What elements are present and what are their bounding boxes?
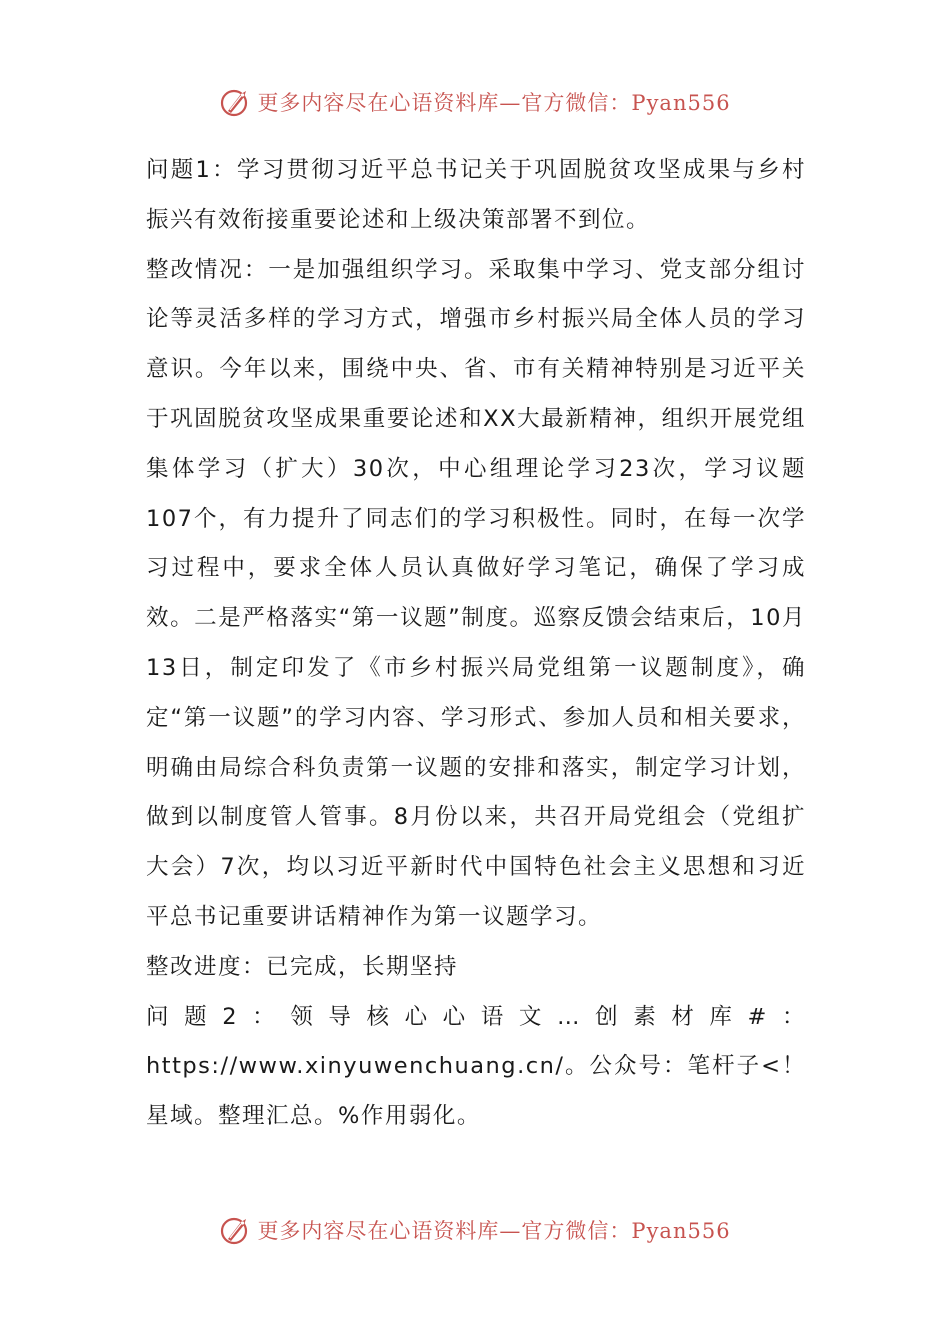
document-body (146, 146, 806, 1142)
paragraph-rectification-progress: 整改进度：已完成，长期坚持 (146, 953, 459, 980)
footer-watermark-text: 更多内容尽在心语资料库—官方微信：Pyan556 (257, 1219, 731, 1243)
footer-watermark (0, 1208, 950, 1252)
pen-nib-logo-icon (219, 85, 253, 119)
header-watermark-text: 更多内容尽在心语资料库—官方微信：Pyan556 (257, 91, 731, 115)
pen-nib-logo-icon (219, 1213, 253, 1247)
header-watermark (0, 80, 950, 124)
paragraph-problem-1: 问题1：学习贯彻习近平总书记关于巩固脱贫攻坚成果与乡村振兴有效衔接重要论述和上级决策部署不到位。 (146, 157, 806, 233)
paragraph-rectification-status: 整改情况：一是加强组织学习。采取集中学习、党支部分组讨论等灵活多样的学习方式，增强市乡村振兴局全体人员的学习意识。今年以来，围绕中央、省、市有关精神特别是习近平关于巩固脱贫攻坚成果重要论述和XX大最新精神，组织开展党组集体学习（扩大）30次，中心组理论学习23次，学习议题107个，有力提升了同志们的学习积极性。同时，在每一次学习过程中，要求全体人员认真做好学习笔记，确保了学习成效。二是严格落实“第一议题”制度。巡察反馈会结束后，10月13日，制定印发了《市乡村振兴局党组第一议题制度》，确定“第一议题”的学习内容、学习形式、参加人员和相关要求，明确由局综合科负责第一议题的安排和落实，制定学习计划，做到以制度管人管事。8月份以来，共召开局党组会（党组扩大会）7次，均以习近平新时代中国特色社会主义思想和习近平总书记重要讲话精神作为第一议题学习。 (146, 256, 806, 930)
paragraph-problem-2: 问题2：领导核心心语文…创素材库#：https://www.xinyuwenchuang.cn/。公众号：笔杆子<！星域。整理汇总。%作用弱化。 (146, 1003, 806, 1130)
